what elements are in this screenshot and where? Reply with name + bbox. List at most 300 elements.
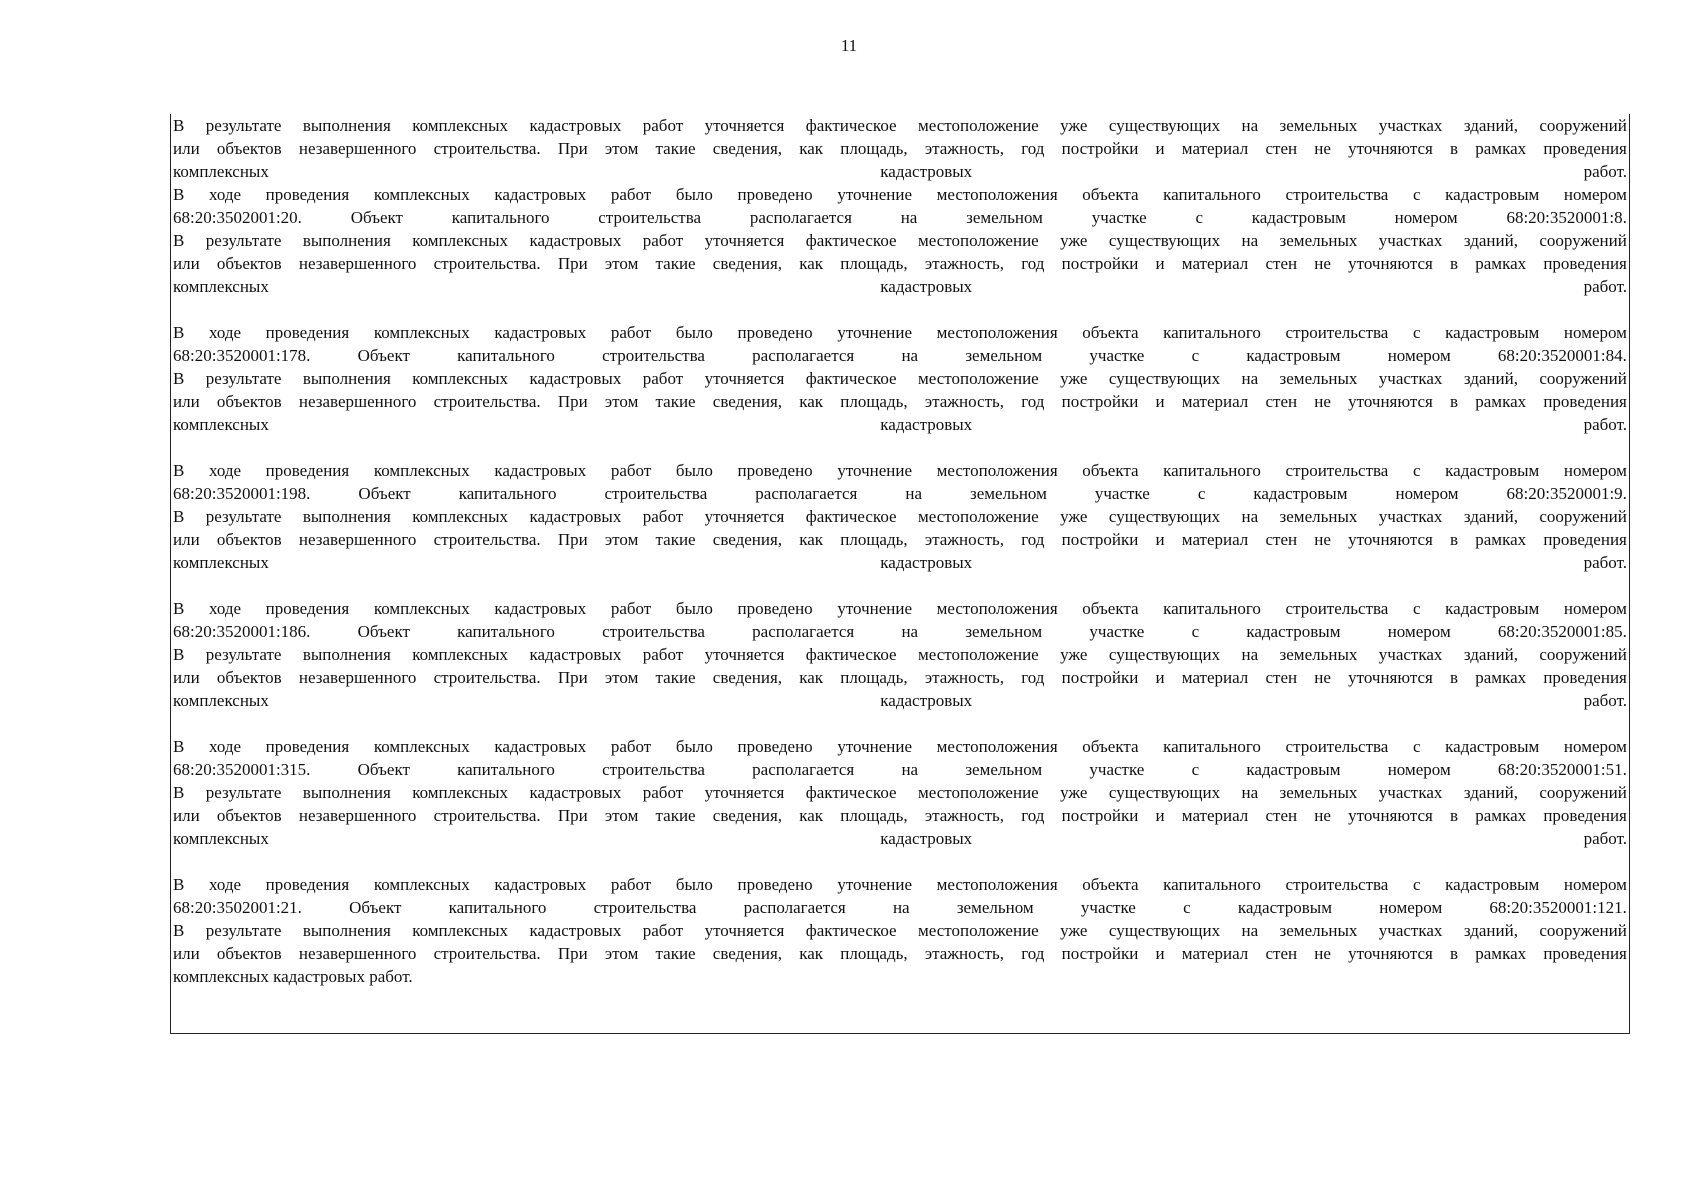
word: земельном: [965, 346, 1043, 365]
word: проведено: [737, 461, 813, 480]
word: участке: [1089, 760, 1145, 779]
word: капитального: [457, 622, 555, 641]
word: этом: [604, 392, 639, 411]
word: результате: [205, 507, 282, 526]
word: строительства: [1285, 323, 1389, 342]
word: В: [173, 323, 185, 342]
word: в: [1450, 530, 1459, 549]
word: Объект: [350, 208, 403, 227]
word: материал: [1181, 392, 1249, 411]
word: работ: [610, 875, 652, 894]
word: с: [1191, 760, 1200, 779]
word: работ: [642, 116, 684, 135]
word: незавершенного: [298, 668, 417, 687]
word: работ: [642, 645, 684, 664]
word: 68:20:3520001:51.: [1497, 760, 1627, 779]
word: год: [1021, 806, 1045, 825]
word: зданий,: [1463, 369, 1518, 388]
word: и: [1155, 392, 1165, 411]
word: было: [675, 461, 713, 480]
word: 68:20:3520001:315.: [173, 760, 311, 779]
word: этажность,: [924, 944, 1005, 963]
word: Объект: [358, 484, 411, 503]
word: работ: [610, 737, 652, 756]
word: на: [1241, 921, 1259, 940]
word: как: [799, 139, 824, 158]
word: капитального: [1163, 599, 1261, 618]
word: с: [1412, 323, 1421, 342]
word: комплексных: [373, 185, 470, 204]
word: земельных: [1279, 231, 1358, 250]
word: существующих: [1108, 783, 1221, 802]
text-line: [173, 459, 1627, 482]
word: как: [799, 806, 824, 825]
word: кадастровых: [494, 875, 587, 894]
word: строительства: [593, 898, 697, 917]
word: местоположение: [918, 116, 1039, 135]
word: не: [1314, 530, 1331, 549]
word: располагается: [752, 760, 855, 779]
word: было: [675, 599, 713, 618]
word: проведения: [265, 737, 350, 756]
word: строительства: [1285, 461, 1389, 480]
word: на: [901, 622, 919, 641]
word: работ.: [1583, 162, 1627, 181]
word: год: [1021, 254, 1045, 273]
word: кадастровым: [1251, 208, 1346, 227]
word: или: [173, 530, 200, 549]
word: Объект: [357, 346, 410, 365]
word: работ: [610, 323, 652, 342]
word: кадастровым: [1445, 875, 1540, 894]
word: сведения,: [712, 139, 783, 158]
word: материал: [1181, 944, 1249, 963]
word: проведения: [265, 185, 350, 204]
word: стен: [1265, 392, 1298, 411]
word: не: [1314, 668, 1331, 687]
word: такие: [655, 944, 696, 963]
word: не: [1314, 944, 1331, 963]
word: земельных: [1279, 783, 1358, 802]
word: стен: [1265, 254, 1298, 273]
content-frame: [170, 114, 1630, 1034]
word: уточнение: [837, 875, 913, 894]
word: работ: [610, 461, 652, 480]
word: комплексных: [173, 829, 269, 848]
text-line: [173, 252, 1627, 275]
word: проведения: [265, 875, 350, 894]
word: и: [1155, 806, 1165, 825]
word: ходе: [208, 185, 242, 204]
text-line: [173, 896, 1627, 919]
word: проведения: [1543, 668, 1627, 687]
word: проведено: [737, 323, 813, 342]
word: капитального: [451, 208, 550, 227]
word: капитального: [448, 898, 547, 917]
word: капитального: [1163, 461, 1261, 480]
word: кадастровых: [529, 783, 622, 802]
text-line: [173, 160, 1627, 183]
word: В: [173, 783, 185, 802]
word: выполнения: [302, 507, 391, 526]
word: работ.: [1583, 277, 1627, 296]
word: этажность,: [924, 392, 1005, 411]
word: участках: [1378, 116, 1443, 135]
word: уже: [1060, 783, 1088, 802]
text-line: [173, 551, 1627, 574]
word: как: [799, 668, 824, 687]
word: ходе: [208, 737, 242, 756]
text-line: [173, 528, 1627, 551]
word: или: [173, 944, 200, 963]
word: проведено: [737, 737, 813, 756]
word: земельном: [966, 208, 1043, 227]
word: рамках: [1475, 668, 1527, 687]
word: в: [1450, 254, 1459, 273]
word: объекта: [1082, 461, 1139, 480]
text-line: [173, 229, 1627, 252]
word: этом: [604, 139, 639, 158]
word: участках: [1378, 231, 1443, 250]
word: капитального: [1163, 737, 1261, 756]
word: комплексных: [373, 599, 470, 618]
word: этом: [604, 806, 639, 825]
word: рамках: [1475, 254, 1527, 273]
word: ходе: [208, 875, 242, 894]
word: сооружений: [1539, 507, 1627, 526]
word: материал: [1181, 139, 1249, 158]
word: выполнения: [302, 783, 391, 802]
word: с: [1412, 461, 1421, 480]
word: строительства: [1285, 875, 1389, 894]
word: не: [1314, 806, 1331, 825]
word: строительства: [1285, 599, 1389, 618]
word: выполнения: [302, 231, 391, 250]
word: сооружений: [1539, 231, 1627, 250]
word: кадастровых: [880, 691, 973, 710]
word: или: [173, 668, 200, 687]
word: такие: [655, 139, 696, 158]
word: существующих: [1108, 645, 1221, 664]
word: кадастровым: [1445, 599, 1540, 618]
word: незавершенного: [298, 139, 417, 158]
word: кадастровым: [1246, 622, 1341, 641]
text-line: [173, 942, 1627, 965]
text-line-last: комплексных кадастровых работ.: [173, 967, 413, 986]
word: номером: [1387, 622, 1451, 641]
word: на: [1241, 783, 1259, 802]
word: строительства: [602, 622, 705, 641]
word: комплексных: [412, 231, 509, 250]
word: работ: [610, 599, 652, 618]
word: на: [1241, 507, 1259, 526]
word: капитального: [1163, 323, 1261, 342]
word: В: [173, 185, 185, 204]
word: и: [1155, 254, 1165, 273]
word: проведения: [1543, 944, 1627, 963]
word: площадь,: [840, 392, 908, 411]
word: существующих: [1108, 507, 1221, 526]
word: сооружений: [1539, 645, 1627, 664]
text-line: [173, 689, 1627, 712]
word: существующих: [1108, 369, 1221, 388]
word: номером: [1387, 760, 1451, 779]
word: строительства: [1285, 737, 1389, 756]
word: номером: [1563, 461, 1627, 480]
word: сведения,: [712, 392, 783, 411]
word: объекта: [1082, 599, 1139, 618]
word: уже: [1060, 116, 1088, 135]
word: результате: [205, 783, 282, 802]
word: результате: [205, 231, 282, 250]
word: объектов: [216, 806, 282, 825]
word: проведения: [1543, 254, 1627, 273]
word: местоположение: [918, 231, 1039, 250]
word: В: [173, 369, 185, 388]
word: стен: [1265, 530, 1298, 549]
word: существующих: [1108, 231, 1221, 250]
word: ходе: [208, 461, 242, 480]
text-line: [173, 873, 1627, 896]
word: объекта: [1082, 875, 1139, 894]
text-line: [173, 597, 1627, 620]
word: участке: [1091, 208, 1147, 227]
word: уже: [1060, 921, 1088, 940]
word: проведено: [737, 599, 813, 618]
word: работ: [642, 369, 684, 388]
text-line: [173, 275, 1627, 298]
word: кадастровых: [880, 277, 973, 296]
word: ходе: [208, 599, 242, 618]
word: работ: [642, 231, 684, 250]
word: объектов: [216, 668, 282, 687]
word: номером: [1387, 346, 1451, 365]
word: постройки: [1061, 530, 1139, 549]
word: год: [1021, 392, 1045, 411]
word: на: [901, 346, 919, 365]
word: с: [1412, 599, 1421, 618]
word: на: [900, 208, 918, 227]
word: 68:20:3520001:186.: [173, 622, 311, 641]
word: фактическое: [805, 921, 897, 940]
word: в: [1450, 944, 1459, 963]
word: кадастровым: [1445, 323, 1540, 342]
word: уточняются: [1348, 668, 1433, 687]
word: местоположение: [918, 783, 1039, 802]
word: незавершенного: [298, 944, 417, 963]
word: кадастровым: [1253, 484, 1348, 503]
word: такие: [655, 668, 696, 687]
word: уточнение: [837, 737, 913, 756]
word: в: [1450, 806, 1459, 825]
word: местоположения: [936, 185, 1058, 204]
word: в: [1450, 392, 1459, 411]
word: постройки: [1061, 392, 1139, 411]
word: 68:20:3502001:20.: [173, 208, 302, 227]
word: на: [892, 898, 910, 917]
word: незавершенного: [298, 530, 417, 549]
word: сведения,: [712, 530, 783, 549]
word: работ: [610, 185, 652, 204]
word: комплексных: [412, 645, 509, 664]
word: фактическое: [805, 231, 897, 250]
word: местоположения: [936, 599, 1058, 618]
word: строительства.: [433, 139, 541, 158]
word: 68:20:3520001:85.: [1497, 622, 1627, 641]
text-line: [173, 804, 1627, 827]
word: При: [557, 668, 588, 687]
word: было: [675, 737, 713, 756]
word: В: [173, 737, 185, 756]
word: кадастровых: [880, 162, 973, 181]
word: и: [1155, 530, 1165, 549]
word: на: [905, 484, 923, 503]
text-line: [173, 781, 1627, 804]
word: уточняются: [1348, 139, 1433, 158]
word: земельных: [1279, 507, 1358, 526]
text-line: [173, 919, 1627, 942]
word: рамках: [1475, 530, 1527, 549]
word: или: [173, 254, 200, 273]
word: выполнения: [302, 921, 391, 940]
word: год: [1021, 944, 1045, 963]
word: участке: [1089, 346, 1145, 365]
word: строительства.: [433, 254, 541, 273]
word: такие: [655, 254, 696, 273]
word: не: [1314, 139, 1331, 158]
word: сведения,: [712, 944, 783, 963]
word: уже: [1060, 231, 1088, 250]
word: площадь,: [840, 668, 908, 687]
word: местоположение: [918, 645, 1039, 664]
word: проведения: [1543, 530, 1627, 549]
word: зданий,: [1463, 921, 1518, 940]
word: уточнение: [837, 461, 913, 480]
word: и: [1155, 139, 1165, 158]
word: кадастровых: [529, 231, 622, 250]
word: такие: [655, 392, 696, 411]
word: объектов: [216, 139, 282, 158]
word: постройки: [1061, 668, 1139, 687]
word: результате: [205, 921, 282, 940]
word: постройки: [1061, 139, 1139, 158]
word: постройки: [1061, 806, 1139, 825]
word: 68:20:3520001:8.: [1506, 208, 1627, 227]
word: кадастровым: [1445, 461, 1540, 480]
word: как: [799, 392, 824, 411]
word: рамках: [1475, 944, 1527, 963]
word: этом: [604, 944, 639, 963]
word: проведения: [1543, 806, 1627, 825]
word: располагается: [743, 898, 846, 917]
word: местоположения: [936, 323, 1058, 342]
word: местоположение: [918, 507, 1039, 526]
word: капитального: [458, 484, 557, 503]
word: капитального: [457, 346, 555, 365]
word: стен: [1265, 944, 1298, 963]
word: такие: [655, 806, 696, 825]
word: кадастровым: [1445, 737, 1540, 756]
text-line: [173, 758, 1627, 781]
word: кадастровых: [529, 369, 622, 388]
word: уточняется: [704, 116, 785, 135]
word: кадастровых: [529, 116, 622, 135]
word: кадастровых: [494, 461, 587, 480]
word: сведения,: [712, 806, 783, 825]
word: уточнение: [837, 323, 913, 342]
word: участке: [1094, 484, 1150, 503]
word: уже: [1060, 645, 1088, 664]
word: В: [173, 116, 185, 135]
word: комплексных: [412, 369, 509, 388]
word: с: [1412, 737, 1421, 756]
word: кадастровых: [494, 323, 587, 342]
word: уже: [1060, 369, 1088, 388]
word: строительства.: [433, 944, 541, 963]
word: уже: [1060, 507, 1088, 526]
word: этажность,: [924, 668, 1005, 687]
word: на: [1241, 231, 1259, 250]
word: комплексных: [412, 783, 509, 802]
word: проведения: [1543, 139, 1627, 158]
word: земельных: [1279, 645, 1358, 664]
word: этом: [604, 530, 639, 549]
word: этажность,: [924, 806, 1005, 825]
word: с: [1191, 622, 1200, 641]
word: комплексных: [412, 921, 509, 940]
word: номером: [1379, 898, 1443, 917]
word: комплексных: [373, 737, 470, 756]
word: работ.: [1583, 829, 1627, 848]
word: уточняются: [1348, 944, 1433, 963]
word: работ.: [1583, 553, 1627, 572]
word: кадастровых: [529, 921, 622, 940]
word: земельном: [965, 760, 1043, 779]
text-line: [173, 620, 1627, 643]
word: располагается: [752, 346, 855, 365]
word: год: [1021, 139, 1045, 158]
word: результате: [205, 645, 282, 664]
word: стен: [1265, 806, 1298, 825]
word: участке: [1080, 898, 1136, 917]
word: В: [173, 875, 185, 894]
word: участках: [1378, 369, 1443, 388]
word: работ: [642, 921, 684, 940]
word: материал: [1181, 530, 1249, 549]
word: 68:20:3520001:9.: [1506, 484, 1627, 503]
word: участках: [1378, 645, 1443, 664]
word: строительства: [602, 346, 705, 365]
text-line: [173, 344, 1627, 367]
word: незавершенного: [298, 392, 417, 411]
word: площадь,: [840, 530, 908, 549]
text-line: [173, 137, 1627, 160]
word: с: [1191, 346, 1200, 365]
word: объектов: [216, 254, 282, 273]
text-line: [173, 206, 1627, 229]
word: проведено: [737, 875, 813, 894]
word: незавершенного: [298, 254, 417, 273]
word: строительства: [1285, 185, 1389, 204]
word: номером: [1394, 208, 1458, 227]
word: строительства.: [433, 668, 541, 687]
word: зданий,: [1463, 783, 1518, 802]
word: уточняется: [704, 921, 785, 940]
word: на: [1241, 369, 1259, 388]
word: сведения,: [712, 254, 783, 273]
word: проведения: [265, 599, 350, 618]
word: уточняются: [1348, 392, 1433, 411]
